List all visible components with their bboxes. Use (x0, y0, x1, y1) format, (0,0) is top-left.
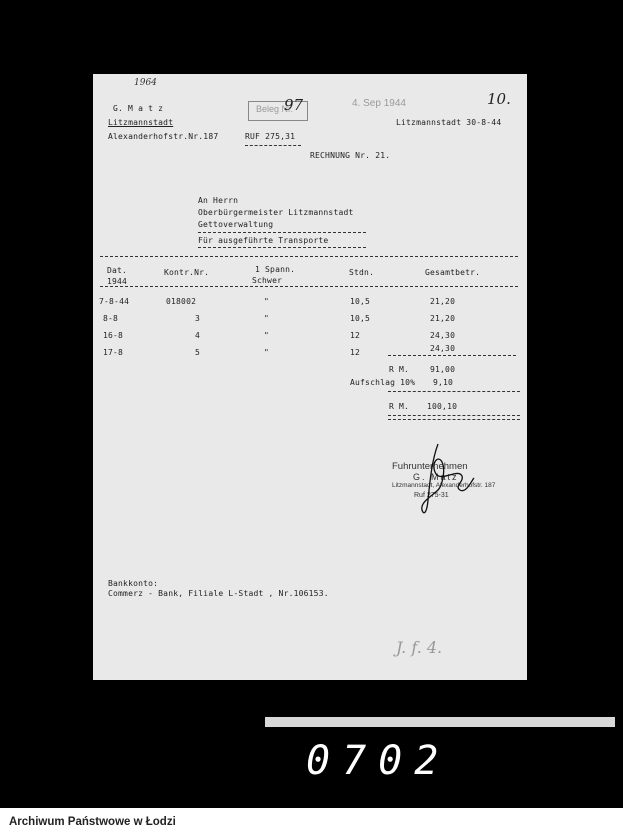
pencil-annotation: J. f. 4. (396, 638, 443, 657)
phone-underline (245, 145, 301, 146)
row-spann: " (264, 331, 270, 340)
stamp-label: Beleg Nr. (256, 104, 294, 114)
row-stdn: 10,5 (350, 314, 371, 323)
subject-underline (198, 247, 366, 248)
archive-footer (0, 808, 623, 840)
row-betrag: 21,20 (430, 314, 456, 323)
film-edge (265, 717, 615, 727)
row-spann: " (264, 297, 270, 306)
total-label: R M. (389, 402, 410, 411)
row-date: 16-8 (103, 331, 124, 340)
col-kontr: Kontr.Nr. (164, 268, 210, 277)
subtotal-value: 91,00 (430, 365, 456, 374)
company-stamp-line1: Fuhrunternehmen (392, 461, 468, 472)
col-spann: 1 Spann. (255, 265, 296, 274)
recipient-title: Oberbürgermeister Litzmannstadt (198, 208, 354, 217)
recipient-salutation: An Herrn (198, 196, 239, 205)
row-kontr: 5 (195, 348, 201, 357)
company-stamp-line3: Litzmannstadt, Alexanderhofstr. 187 (392, 482, 496, 489)
row-kontr: 4 (195, 331, 201, 340)
total-double-rule-1 (388, 415, 520, 416)
sender-address: Alexanderhofstr.Nr.187 (108, 132, 219, 141)
total-value: 100,10 (427, 402, 458, 411)
surcharge-label: Aufschlag 10% (350, 378, 416, 387)
col-stdn: Stdn. (349, 268, 375, 277)
row-stdn: 10,5 (350, 297, 371, 306)
stamp-number: 97 (284, 96, 304, 114)
col-date: Dat. (107, 266, 128, 275)
archive-name: Archiwum Państwowe w Łodzi (9, 816, 176, 828)
row-stdn: 12 (350, 331, 361, 340)
sender-name: G. M a t z (113, 104, 164, 113)
invoice-title: RECHNUNG Nr. 21. (310, 151, 391, 160)
phone-number: RUF 275,31 (245, 132, 296, 141)
row-stdn: 12 (350, 348, 361, 357)
company-stamp-line4: Ruf 275-31 (414, 492, 449, 499)
col-year: 1944 (107, 277, 128, 286)
row-betrag: 24,30 (430, 331, 456, 340)
frame-number: 0702 (306, 738, 451, 784)
place-date: Litzmannstadt 30-8-44 (396, 118, 502, 127)
total-rule (388, 391, 520, 392)
company-stamp-line2: G. Matz (413, 472, 459, 482)
row-date: 8-8 (103, 314, 119, 323)
total-double-rule-2 (388, 419, 520, 420)
subtotal-rule (388, 355, 516, 356)
table-top-rule (100, 256, 518, 257)
recipient-department: Gettoverwaltung (198, 220, 274, 229)
subtotal-label: R M. (389, 365, 410, 374)
row-kontr: 018002 (166, 297, 197, 306)
bank-details: Commerz - Bank, Filiale L-Stadt , Nr.106153. (108, 589, 329, 598)
row-betrag: 21,20 (430, 297, 456, 306)
ref-year: 1964 (134, 78, 157, 88)
recipient-divider (198, 232, 366, 233)
row-spann: " (264, 314, 270, 323)
row-date: 7-8-44 (99, 297, 130, 306)
recipient-subject: Für ausgeführte Transporte (198, 236, 329, 245)
col-gesamt: Gesamtbetr. (425, 268, 481, 277)
handwritten-signature (402, 440, 482, 520)
sender-city: Litzmannstadt (108, 118, 174, 127)
row-date: 17-8 (103, 348, 124, 357)
surcharge-value: 9,10 (433, 378, 454, 387)
stamp-date: 4. Sep 1944 (352, 98, 406, 109)
table-header-rule (100, 286, 518, 287)
page-number: 10. (487, 90, 511, 108)
row-kontr: 3 (195, 314, 201, 323)
bank-label: Bankkonto: (108, 579, 159, 588)
row-betrag: 24,30 (430, 344, 456, 353)
col-schwer: Schwer (252, 276, 283, 285)
row-spann: " (264, 348, 270, 357)
